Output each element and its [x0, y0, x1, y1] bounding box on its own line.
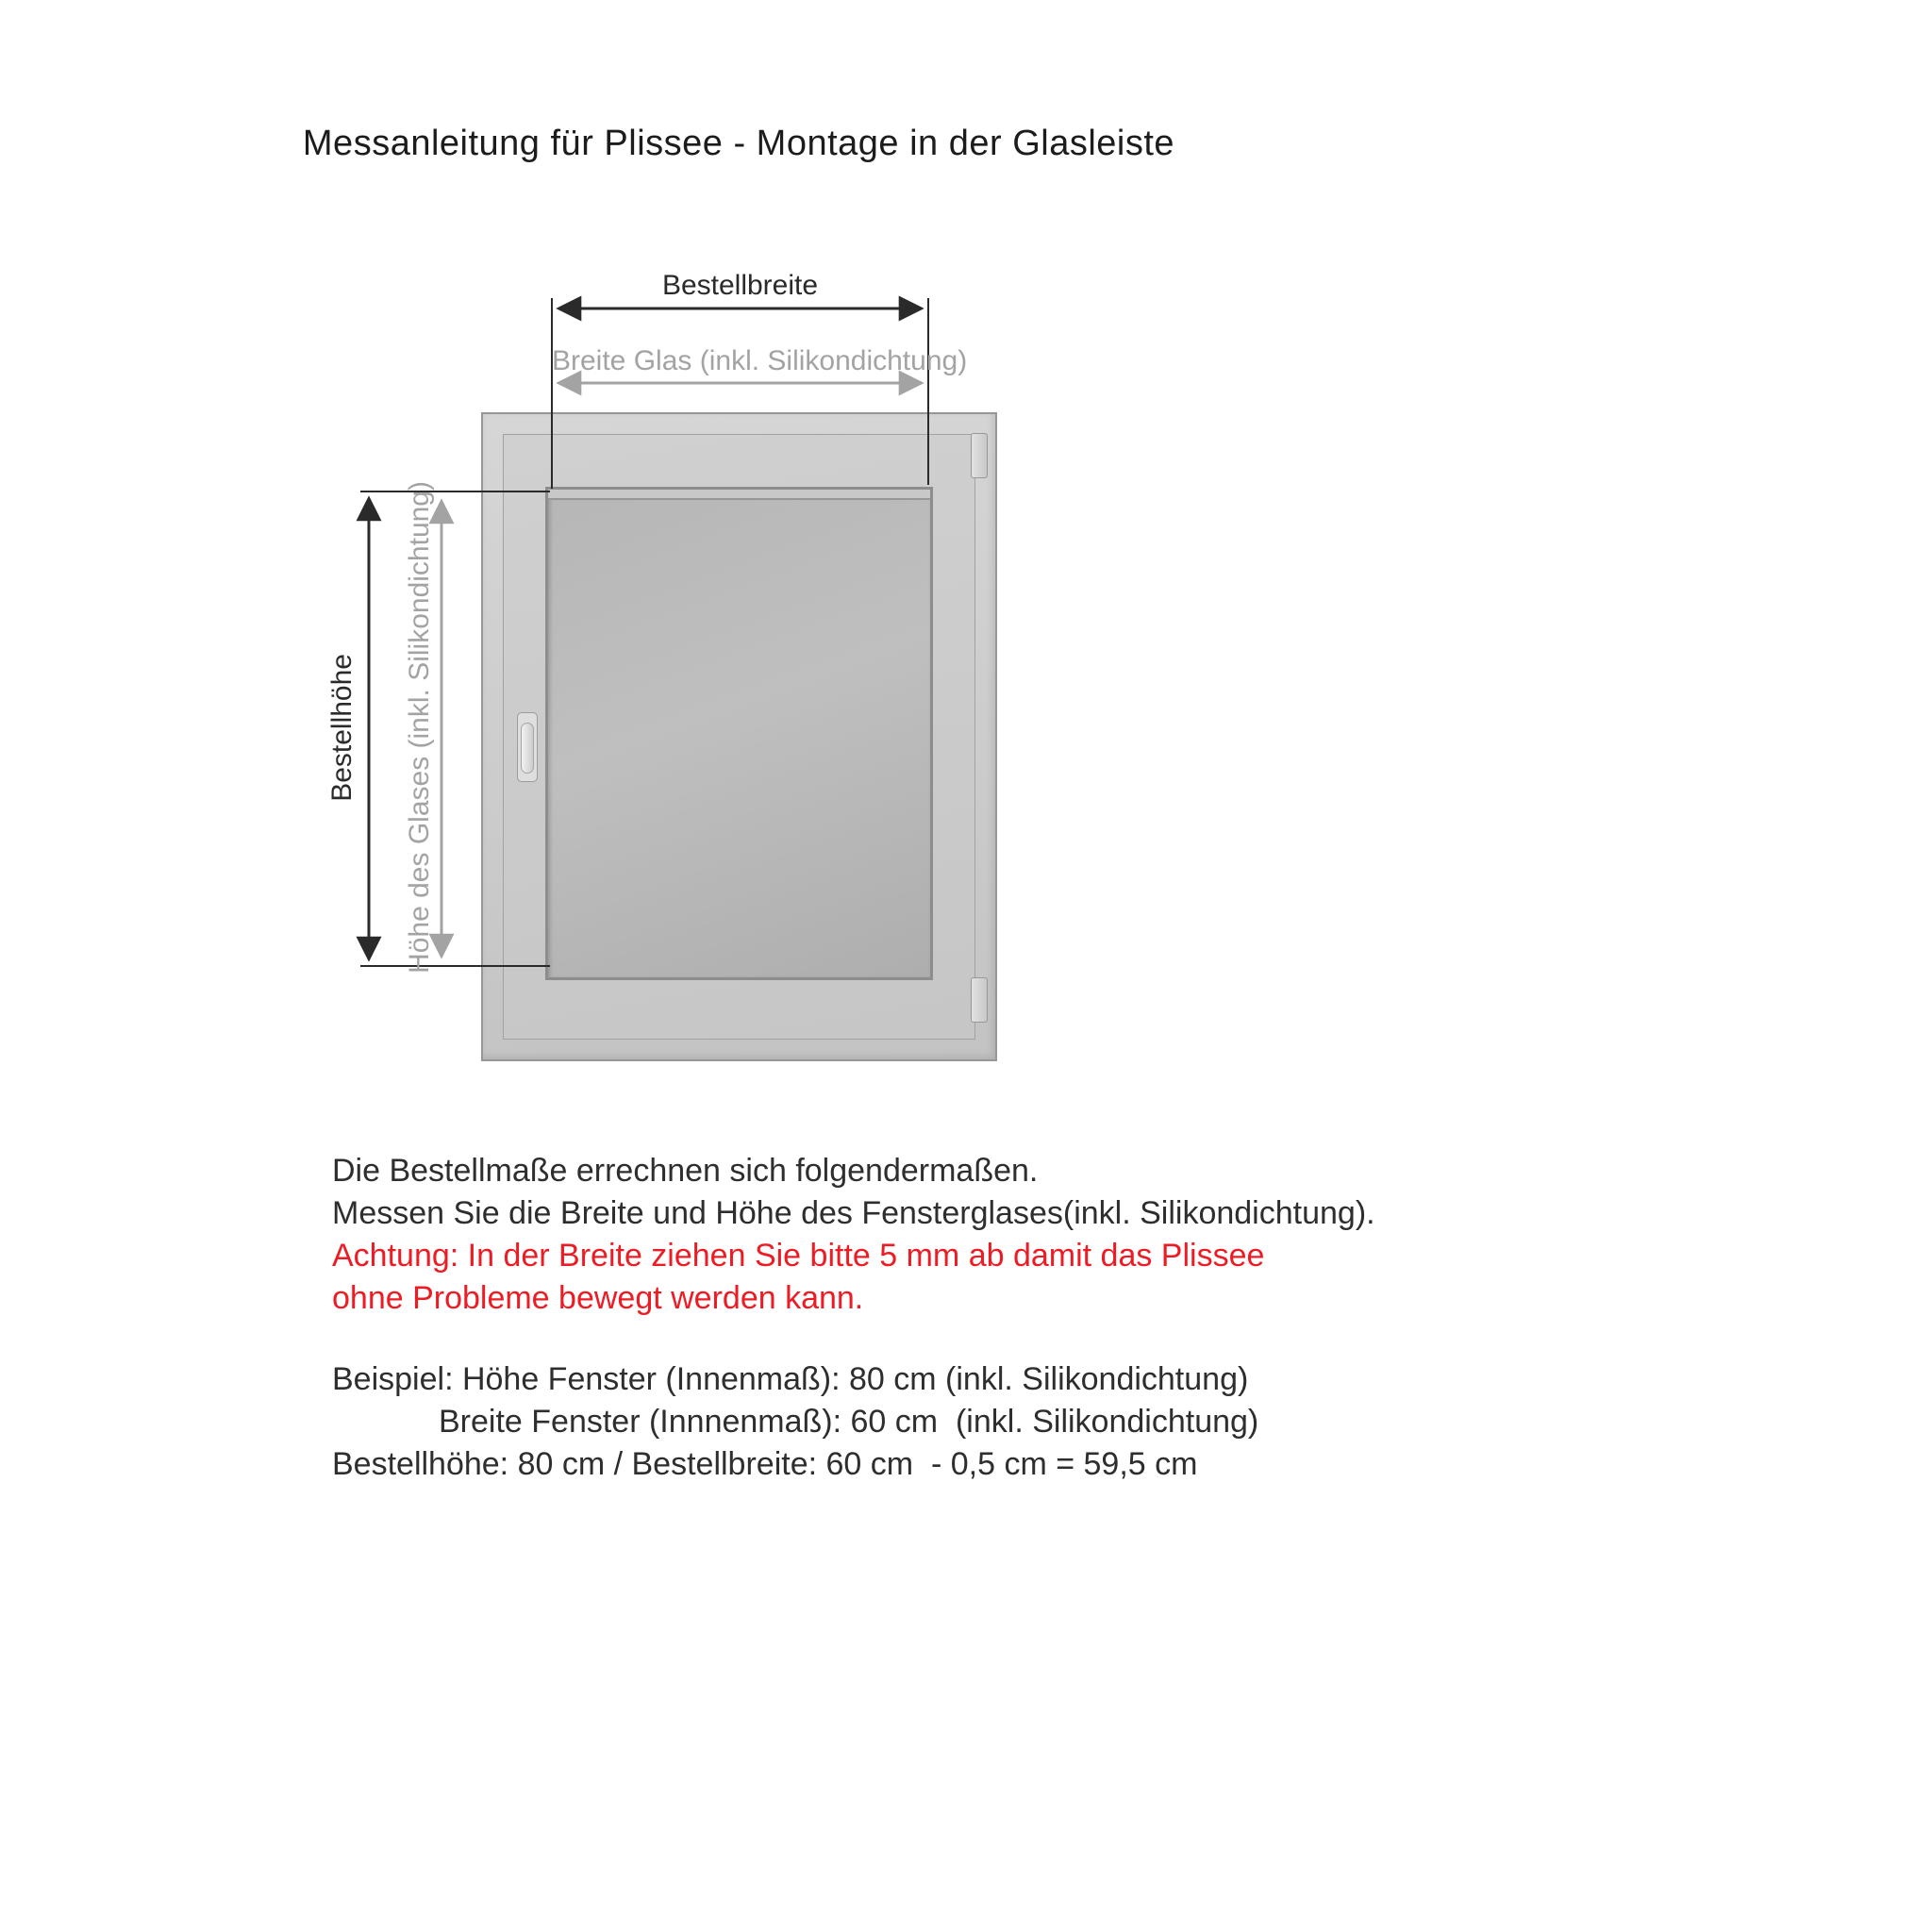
page-title: Messanleitung für Plissee - Montage in der Glasleiste: [302, 124, 1175, 163]
order-width-label: Bestellbreite: [661, 270, 819, 301]
order-height-label: [325, 489, 360, 966]
order-height-label-text: Bestellhöhe: [326, 653, 358, 802]
glass-height-label-text: Höhe des Glases (inkl. Silikondichtung): [404, 481, 435, 974]
example-line-2: Breite Fenster (Innnenmaß): 60 cm (inkl. Silikondichtung): [439, 1404, 1259, 1440]
window-glass-pane: [545, 487, 933, 980]
instruction-line-2: Messen Sie die Breite und Höhe des Fensterglases(inkl. Silikondichtung).: [332, 1195, 1375, 1231]
window-hinge-top: [971, 433, 988, 478]
window-handle-grip: [521, 723, 534, 774]
window-hinge-bottom: [971, 977, 988, 1023]
warning-line-1: Achtung: In der Breite ziehen Sie bitte 5 mm ab damit das Plissee: [332, 1238, 1265, 1274]
example-line-3: Bestellhöhe: 80 cm / Bestellbreite: 60 cm - 0,5 cm = 59,5 cm: [332, 1446, 1198, 1482]
warning-line-2: ohne Probleme bewegt werden kann.: [332, 1280, 864, 1316]
instruction-line-1: Die Bestellmaße errechnen sich folgendermaßen.: [332, 1153, 1039, 1189]
example-line-1: Beispiel: Höhe Fenster (Innenmaß): 80 cm (inkl. Silikondichtung): [332, 1361, 1249, 1397]
glass-height-label: [402, 481, 438, 974]
plissee-top-rail: [548, 490, 930, 500]
glass-width-label: Breite Glas (inkl. Silikondichtung): [552, 345, 968, 376]
